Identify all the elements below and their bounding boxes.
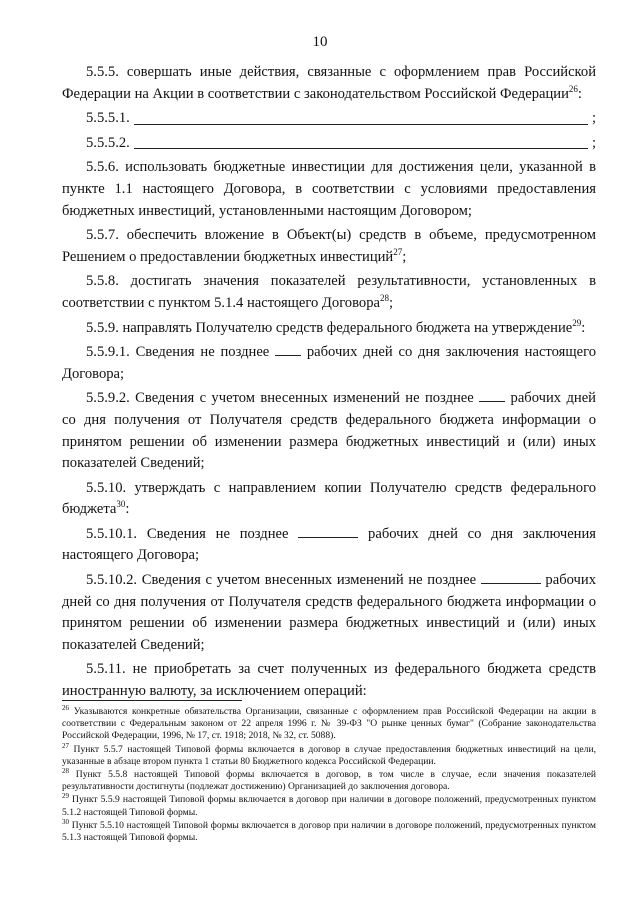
paragraph-text: 5.5.7. обеспечить вложение в Объект(ы) средств в объеме, предусмотренном Решением о предоставлении бюджетных инвестиций <box>62 227 596 265</box>
paragraph-text: 5.5.10. утверждать с направлением копии Получателю средств федерального бюджета <box>62 479 596 518</box>
paragraph-end: : <box>581 319 586 336</box>
footnote-ref: 26 <box>568 83 578 94</box>
blank-line-5-5-5-1 <box>86 108 596 130</box>
footnote-number: 27 <box>62 741 69 750</box>
footnote-30 <box>62 817 596 844</box>
footnote-ref: 30 <box>116 499 126 510</box>
footnote-text: Указываются конкретные обязательства Организации, связанные с оформлением прав Российской Федерации на акции в соответствии с Федеральным законом от 22 апреля 1996 г. № 39-ФЗ "О рынке ценных бумаг" (Собрание законодательства Российской Федерации, 1996, № 17, ст. 1918; 2018, № 32, ст. 5088). <box>62 706 597 742</box>
paragraph-text: рабочих дней со дня заключения настоящего Договора; <box>62 344 596 382</box>
paragraph-text: 5.5.10.2. Сведения с учетом внесенных изменений не позднее <box>86 572 477 589</box>
paragraph-5-5-11: 5.5.11. не приобретать за счет полученных из федерального бюджета средств иностранную валюту, за исключением операций: <box>62 661 596 700</box>
blank-line-end: ; <box>591 110 596 127</box>
footnote-number: 30 <box>62 817 69 826</box>
footnote-number: 28 <box>62 766 69 775</box>
paragraph-text: 5.5.8. достигать значения показателей результативности, установленных в соответствии с пунктом 5.1.4 настоящего Договора <box>62 273 596 311</box>
fill-in-line <box>134 124 588 125</box>
blank-line-label: 5.5.5.2. <box>86 134 130 151</box>
paragraph-end: : <box>577 85 582 102</box>
paragraph-5-5-9-2 <box>62 388 596 474</box>
paragraph-5-5-5 <box>62 62 596 105</box>
footnote-ref: 27 <box>393 246 403 257</box>
footnote-text: Пункт 5.5.10 настоящей Типовой формы включается в договор при наличии в договоре положений, предусмотренных пунктом 5.1.3 настоящей Типовой формы. <box>62 819 596 844</box>
paragraph-end: ; <box>388 294 394 311</box>
paragraph-5-5-7 <box>62 225 596 268</box>
page-number: 10 <box>312 34 328 50</box>
footnote-27 <box>62 741 596 768</box>
paragraph-text: 5.5.9.1. Сведения не позднее <box>86 344 270 361</box>
footnote-text: Пункт 5.5.8 настоящей Типовой формы включается в договор, в том числе в случае, если значения показателей результативности достигнуты (подлежат достижению) Организацией до заключения договора. <box>62 769 596 793</box>
fill-in-blank <box>298 525 358 538</box>
paragraph-text: 5.5.10.1. Сведения не позднее <box>86 525 289 542</box>
footnote-number: 29 <box>62 792 69 801</box>
paragraph-5-5-10-2 <box>62 570 596 656</box>
paragraph-text: 5.5.9. направлять Получателю средств федерального бюджета на утверждение <box>86 319 573 336</box>
paragraph-text: рабочих дней со дня заключения настоящего Договора; <box>62 525 597 564</box>
footnote-ref: 28 <box>379 293 389 304</box>
blank-line-end: ; <box>591 134 596 151</box>
footnote-29 <box>62 794 596 818</box>
footnote-text: Пункт 5.5.9 настоящей Типовой формы включается в договор при наличии в договоре положений, предусмотренных пунктом 5.1.2 настоящей Типовой формы. <box>62 794 596 818</box>
paragraph-text: рабочих дней со дня получения от Получателя средств федерального бюджета информации о принятом решении об изменении размера бюджетных инвестиций и (или) иных показателей Сведений; <box>62 390 596 472</box>
paragraph-5-5-9-1 <box>62 342 596 385</box>
footnote-ref: 29 <box>572 317 582 328</box>
paragraph-text: 5.5.9.2. Сведения с учетом внесенных изменений не позднее <box>86 390 474 407</box>
paragraph-5-5-8 <box>62 271 596 314</box>
footnote-28 <box>62 766 596 793</box>
fill-in-blank <box>275 343 301 356</box>
fill-in-blank <box>479 389 505 402</box>
footnotes <box>62 703 597 845</box>
paragraph-end: : <box>125 501 130 518</box>
fill-in-blank <box>481 571 541 584</box>
footnote-number: 26 <box>62 703 69 712</box>
paragraph-5-5-6: 5.5.6. использовать бюджетные инвестиции для достижения цели, указанной в пункте 1.1 настоящего Договора, в соответствии с условиями предоставления бюджетных инвестиций, установленными настоящим Договором; <box>62 159 596 219</box>
paragraph-5-5-10-1 <box>62 524 596 567</box>
blank-line-5-5-5-2 <box>86 133 596 155</box>
document-body <box>62 62 596 706</box>
paragraph-text: 5.5.5. совершать иные действия, связанные с оформлением прав Российской Федерации на Акции в соответствии с законодательством Российской Федерации <box>62 64 596 102</box>
footnote-separator <box>62 700 242 701</box>
paragraph-5-5-9 <box>62 318 596 340</box>
paragraph-text: рабочих дней со дня получения от Получателя средств федерального бюджета информации о принятом решении об изменении размера бюджетных инвестиций и (или) иных показателей Сведений; <box>62 572 596 653</box>
blank-line-label: 5.5.5.1. <box>86 110 130 127</box>
paragraph-end: ; <box>402 248 407 265</box>
paragraph-5-5-10 <box>62 478 596 521</box>
footnote-26 <box>62 703 597 743</box>
footnote-text: Пункт 5.5.7 настоящей Типовой формы включается в договор в случае предоставления бюджетных инвестиций на цели, указанные в абзаце втором пункта 1 статьи 80 Бюджетного кодекса Российской Федерации. <box>62 743 596 767</box>
fill-in-line <box>134 148 588 149</box>
